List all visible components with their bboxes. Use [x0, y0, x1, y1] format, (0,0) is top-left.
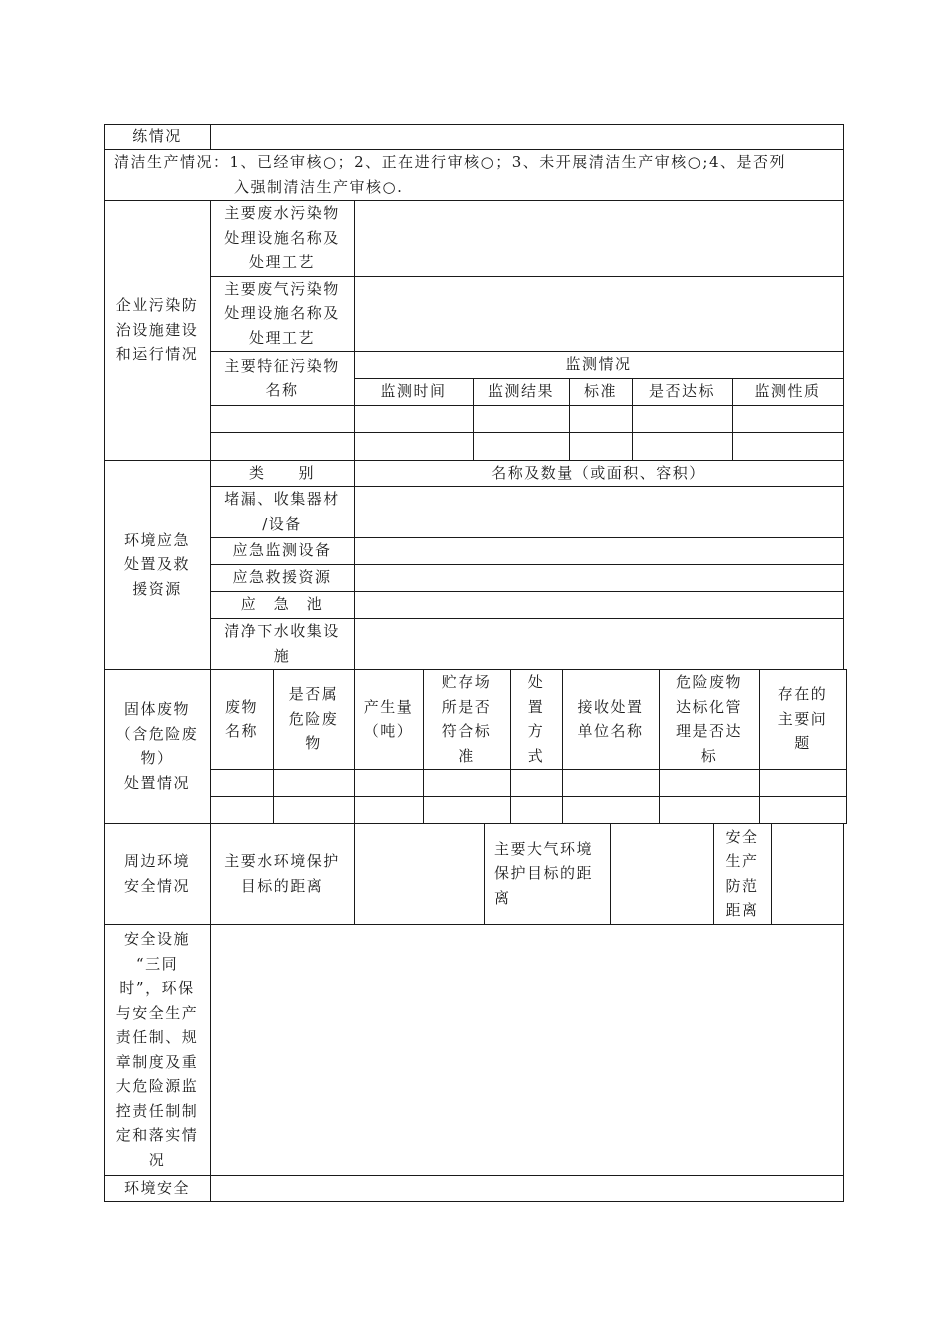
training-row-value[interactable] — [210, 124, 843, 149]
clean-production-line2: 入强制清洁生产审核○. — [234, 178, 404, 196]
rule — [210, 796, 847, 797]
monitoring-col-time-text: 监测时间 — [380, 382, 447, 401]
air-protection-distance-value[interactable] — [610, 823, 713, 924]
monitoring-col-nature — [732, 378, 843, 405]
emergency-category-header — [210, 460, 354, 486]
safety-facilities-label-text: 安全设施 “三同 时”，环保 与安全生产 责任制、规 章制度及重 大危险源监 控责任制制 定和落实情 况 — [115, 930, 199, 1169]
clean-production-line1: 清洁生产情况：1、已经审核○；2、正在进行审核○；3、未开展清洁生产审核○;4、是否列 — [114, 153, 786, 171]
solid-waste-col-problems — [759, 669, 846, 769]
training-row-label-text: 练情况 — [132, 127, 182, 146]
wastegas-facility-value[interactable] — [354, 276, 843, 351]
water-protection-distance-label — [210, 823, 354, 924]
emergency-name-qty-header-text: 名称及数量（或面积、容积） — [491, 463, 706, 482]
emergency-section-label-text: 环境应急 处置及救 援资源 — [123, 530, 190, 598]
monitoring-header — [354, 351, 843, 378]
water-protection-distance-value[interactable] — [354, 823, 484, 924]
air-protection-distance-label-text: 主要大气环境 保护目标的距 离 — [494, 839, 594, 907]
solid-waste-col-receiver — [562, 669, 659, 769]
solid-waste-col-disposal-method — [510, 669, 562, 769]
solid-waste-col-hazardous — [273, 669, 354, 769]
pollution-control-section-label-text: 企业污染防 治设施建设 和运行情况 — [115, 296, 199, 364]
emergency-item-rescue-resources — [210, 564, 354, 591]
monitoring-col-time — [354, 378, 473, 405]
monitoring-col-standard — [569, 378, 632, 405]
solid-waste-col-quantity — [354, 669, 423, 769]
solid-waste-col-storage — [423, 669, 510, 769]
solid-waste-col-receiver-text: 接收处置 单位名称 — [577, 697, 644, 740]
safety-production-distance-label — [713, 823, 771, 924]
emergency-item-monitoring-equipment — [210, 537, 354, 564]
solid-waste-section-label-text: 固体废物 （含危险废 物） 处置情况 — [115, 700, 199, 792]
env-safety-row-label — [104, 1175, 210, 1201]
solid-waste-col-disposal-method-text: 处 置 方 式 — [527, 673, 545, 765]
characteristic-pollutant-label — [210, 351, 354, 405]
solid-waste-col-quantity-text: 产生量 （吨） — [363, 697, 414, 740]
monitoring-header-text: 监测情况 — [565, 355, 632, 374]
clean-production-text — [104, 149, 843, 200]
monitoring-col-result — [473, 378, 569, 405]
characteristic-pollutant-label-text: 主要特征污染物 名称 — [224, 356, 340, 399]
wastegas-facility-label-text: 主要废气污染物 处理设施名称及 处理工艺 — [224, 279, 340, 347]
surroundings-section-label — [104, 823, 210, 924]
pollution-control-section-label — [104, 200, 210, 460]
rule — [210, 432, 844, 433]
safety-facilities-label — [104, 924, 210, 1175]
solid-waste-col-standard-management-text: 危险废物 达标化管 理是否达 标 — [675, 673, 742, 765]
env-safety-row-value[interactable] — [210, 1175, 843, 1201]
solid-waste-col-problems-text: 存在的 主要问 题 — [777, 685, 828, 753]
emergency-item-pool-text: 应 急 池 — [240, 595, 324, 614]
solid-waste-col-name-text: 废物 名称 — [224, 697, 258, 740]
env-safety-row-label-text: 环境安全 — [123, 1178, 190, 1197]
safety-facilities-value[interactable] — [210, 924, 843, 1175]
emergency-item-rescue-resources-text: 应急救援资源 — [232, 568, 332, 587]
rule — [210, 405, 844, 406]
solid-waste-section-label — [104, 669, 210, 823]
wastegas-facility-label — [210, 276, 354, 351]
rule — [843, 124, 844, 670]
solid-waste-col-hazardous-text: 是否属 危险废 物 — [288, 685, 339, 753]
surroundings-section-label-text: 周边环境 安全情况 — [123, 852, 190, 895]
rule — [210, 769, 847, 770]
air-protection-distance-label — [484, 823, 610, 924]
emergency-name-qty-header — [354, 460, 843, 486]
monitoring-col-compliance-text: 是否达标 — [648, 382, 715, 401]
water-protection-distance-label-text: 主要水环境保护 目标的距离 — [224, 852, 340, 895]
monitoring-col-standard-text: 标准 — [583, 382, 617, 401]
wastewater-facility-label — [210, 200, 354, 276]
emergency-section-label — [104, 460, 210, 669]
monitoring-col-compliance — [632, 378, 732, 405]
emergency-item-plugging-equipment — [210, 486, 354, 537]
rule — [104, 1201, 844, 1202]
monitoring-col-result-text: 监测结果 — [487, 382, 554, 401]
emergency-item-monitoring-equipment-text: 应急监测设备 — [232, 541, 332, 560]
safety-production-distance-label-text: 安全 生产 防范 距离 — [725, 827, 759, 919]
emergency-item-plugging-equipment-text: 堵漏、收集器材 /设备 — [224, 490, 340, 533]
safety-production-distance-value[interactable] — [771, 823, 843, 924]
emergency-category-header-text: 类 别 — [248, 463, 315, 482]
rule — [843, 823, 844, 1202]
emergency-item-pool — [210, 591, 354, 618]
training-row-label — [104, 124, 210, 149]
solid-waste-col-name — [210, 669, 273, 769]
solid-waste-col-storage-text: 贮存场 所是否 符合标 准 — [441, 673, 492, 765]
emergency-item-clean-water-collection-text: 清净下水收集设 施 — [224, 622, 340, 665]
solid-waste-col-standard-management — [659, 669, 759, 769]
emergency-item-clean-water-collection — [210, 618, 354, 669]
wastewater-facility-label-text: 主要废水污染物 处理设施名称及 处理工艺 — [224, 204, 340, 272]
wastewater-facility-value[interactable] — [354, 200, 843, 276]
rule — [846, 669, 847, 824]
monitoring-col-nature-text: 监测性质 — [754, 382, 821, 401]
